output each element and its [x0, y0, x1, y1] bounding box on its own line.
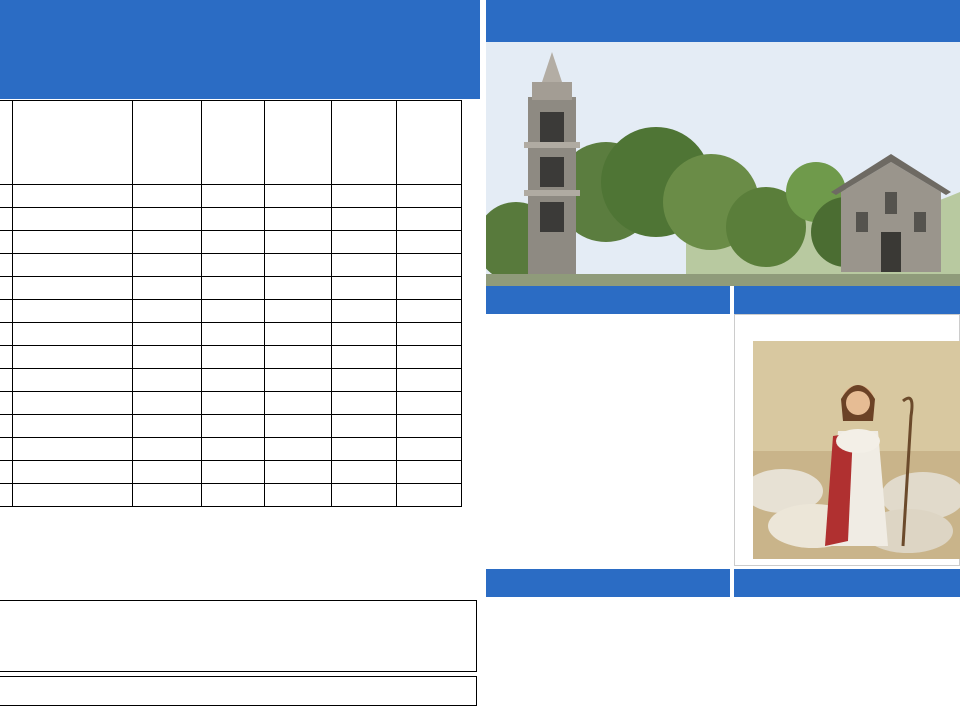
- table-cell: [202, 346, 265, 369]
- footer-note: [0, 676, 477, 706]
- table-cell: [12, 185, 132, 208]
- sunday-panel: [734, 314, 960, 566]
- table-cell: [397, 346, 462, 369]
- date-banner: [486, 0, 960, 42]
- table-cell: [0, 461, 12, 484]
- table-cell: [132, 323, 201, 346]
- table-cell: [397, 415, 462, 438]
- col-header: [332, 101, 397, 185]
- table-cell: [332, 369, 397, 392]
- table-cell: [202, 323, 265, 346]
- table-cell: [0, 392, 12, 415]
- table-cell: [264, 277, 331, 300]
- table-row: [0, 277, 462, 300]
- table-cell: [202, 277, 265, 300]
- table-cell: [12, 277, 132, 300]
- table-cell: [12, 208, 132, 231]
- table-cell: [12, 369, 132, 392]
- table-cell: [202, 208, 265, 231]
- table-cell: [264, 254, 331, 277]
- table-cell: [397, 392, 462, 415]
- table-cell: [332, 185, 397, 208]
- table-cell: [397, 438, 462, 461]
- table-cell: [202, 185, 265, 208]
- table-cell: [202, 438, 265, 461]
- table-cell: [332, 323, 397, 346]
- table-cell: [202, 369, 265, 392]
- col-header: [202, 101, 265, 185]
- table-cell: [0, 323, 12, 346]
- table-cell: [12, 323, 132, 346]
- table-cell: [264, 484, 331, 507]
- table-row: [0, 185, 462, 208]
- table-cell: [332, 484, 397, 507]
- table-cell: [12, 392, 132, 415]
- donation-header: [0, 0, 480, 99]
- table-cell: [397, 300, 462, 323]
- table-cell: [264, 369, 331, 392]
- table-cell: [264, 208, 331, 231]
- table-row: [0, 300, 462, 323]
- table-cell: [264, 438, 331, 461]
- table-cell: [12, 484, 132, 507]
- table-cell: [12, 415, 132, 438]
- table-cell: [332, 231, 397, 254]
- table-cell: [0, 415, 12, 438]
- table-cell: [202, 461, 265, 484]
- good-shepherd-image: [753, 341, 960, 559]
- table-cell: [202, 392, 265, 415]
- donation-table: [0, 100, 462, 507]
- table-cell: [132, 392, 201, 415]
- table-cell: [332, 438, 397, 461]
- table-cell: [0, 185, 12, 208]
- table-cell: [132, 231, 201, 254]
- table-cell: [264, 231, 331, 254]
- table-cell: [132, 415, 201, 438]
- table-row: [0, 369, 462, 392]
- table-cell: [332, 208, 397, 231]
- table-cell: [132, 484, 201, 507]
- table-cell: [397, 185, 462, 208]
- col-header: [12, 101, 132, 185]
- table-cell: [0, 231, 12, 254]
- table-cell: [12, 231, 132, 254]
- table-cell: [397, 277, 462, 300]
- table-cell: [0, 346, 12, 369]
- table-cell: [132, 185, 201, 208]
- col-header: [132, 101, 201, 185]
- table-cell: [12, 461, 132, 484]
- table-cell: [264, 392, 331, 415]
- table-row: [0, 484, 462, 507]
- table-cell: [132, 277, 201, 300]
- table-cell: [0, 300, 12, 323]
- table-cell: [132, 208, 201, 231]
- church-illustration: [486, 42, 960, 286]
- table-cell: [132, 300, 201, 323]
- table-cell: [0, 484, 12, 507]
- table-cell: [332, 461, 397, 484]
- table-cell: [332, 300, 397, 323]
- table-cell: [264, 323, 331, 346]
- table-row: [0, 323, 462, 346]
- table-row: [0, 208, 462, 231]
- table-cell: [0, 208, 12, 231]
- table-cell: [264, 185, 331, 208]
- table-row: [0, 346, 462, 369]
- table-row: [0, 438, 462, 461]
- table-cell: [397, 484, 462, 507]
- table-cell: [202, 300, 265, 323]
- table-cell: [397, 254, 462, 277]
- col-header: [0, 101, 12, 185]
- table-row: [0, 231, 462, 254]
- table-cell: [397, 461, 462, 484]
- col-header: [397, 101, 462, 185]
- table-row: [0, 392, 462, 415]
- table-cell: [132, 346, 201, 369]
- table-cell: [202, 231, 265, 254]
- table-cell: [202, 254, 265, 277]
- table-cell: [0, 438, 12, 461]
- table-cell: [202, 484, 265, 507]
- table-header-row: [0, 101, 462, 185]
- table-cell: [0, 254, 12, 277]
- table-cell: [12, 254, 132, 277]
- table-cell: [397, 369, 462, 392]
- notice-box: [0, 600, 477, 672]
- table-cell: [132, 461, 201, 484]
- table-cell: [0, 277, 12, 300]
- table-cell: [397, 231, 462, 254]
- office-heading: [486, 569, 730, 597]
- table-cell: [332, 392, 397, 415]
- priests-block: [495, 490, 725, 497]
- donation-rows: [0, 185, 462, 507]
- table-cell: [12, 300, 132, 323]
- table-cell: [332, 254, 397, 277]
- table-cell: [332, 346, 397, 369]
- table-cell: [397, 323, 462, 346]
- table-cell: [12, 438, 132, 461]
- table-cell: [264, 346, 331, 369]
- table-cell: [132, 254, 201, 277]
- table-cell: [264, 415, 331, 438]
- table-row: [0, 415, 462, 438]
- table-cell: [202, 415, 265, 438]
- masses-heading: [734, 569, 960, 597]
- table-cell: [12, 346, 132, 369]
- col-header: [264, 101, 331, 185]
- table-cell: [332, 277, 397, 300]
- contact-block: [486, 314, 730, 566]
- tadau-heading: [734, 286, 960, 314]
- table-cell: [332, 415, 397, 438]
- table-cell: [397, 208, 462, 231]
- table-cell: [0, 369, 12, 392]
- table-cell: [264, 300, 331, 323]
- church-photo: [486, 42, 960, 286]
- table-cell: [264, 461, 331, 484]
- table-row: [0, 461, 462, 484]
- table-cell: [132, 438, 201, 461]
- table-cell: [132, 369, 201, 392]
- bulletin-page: [486, 0, 960, 720]
- table-row: [0, 254, 462, 277]
- upis-heading: [486, 286, 730, 314]
